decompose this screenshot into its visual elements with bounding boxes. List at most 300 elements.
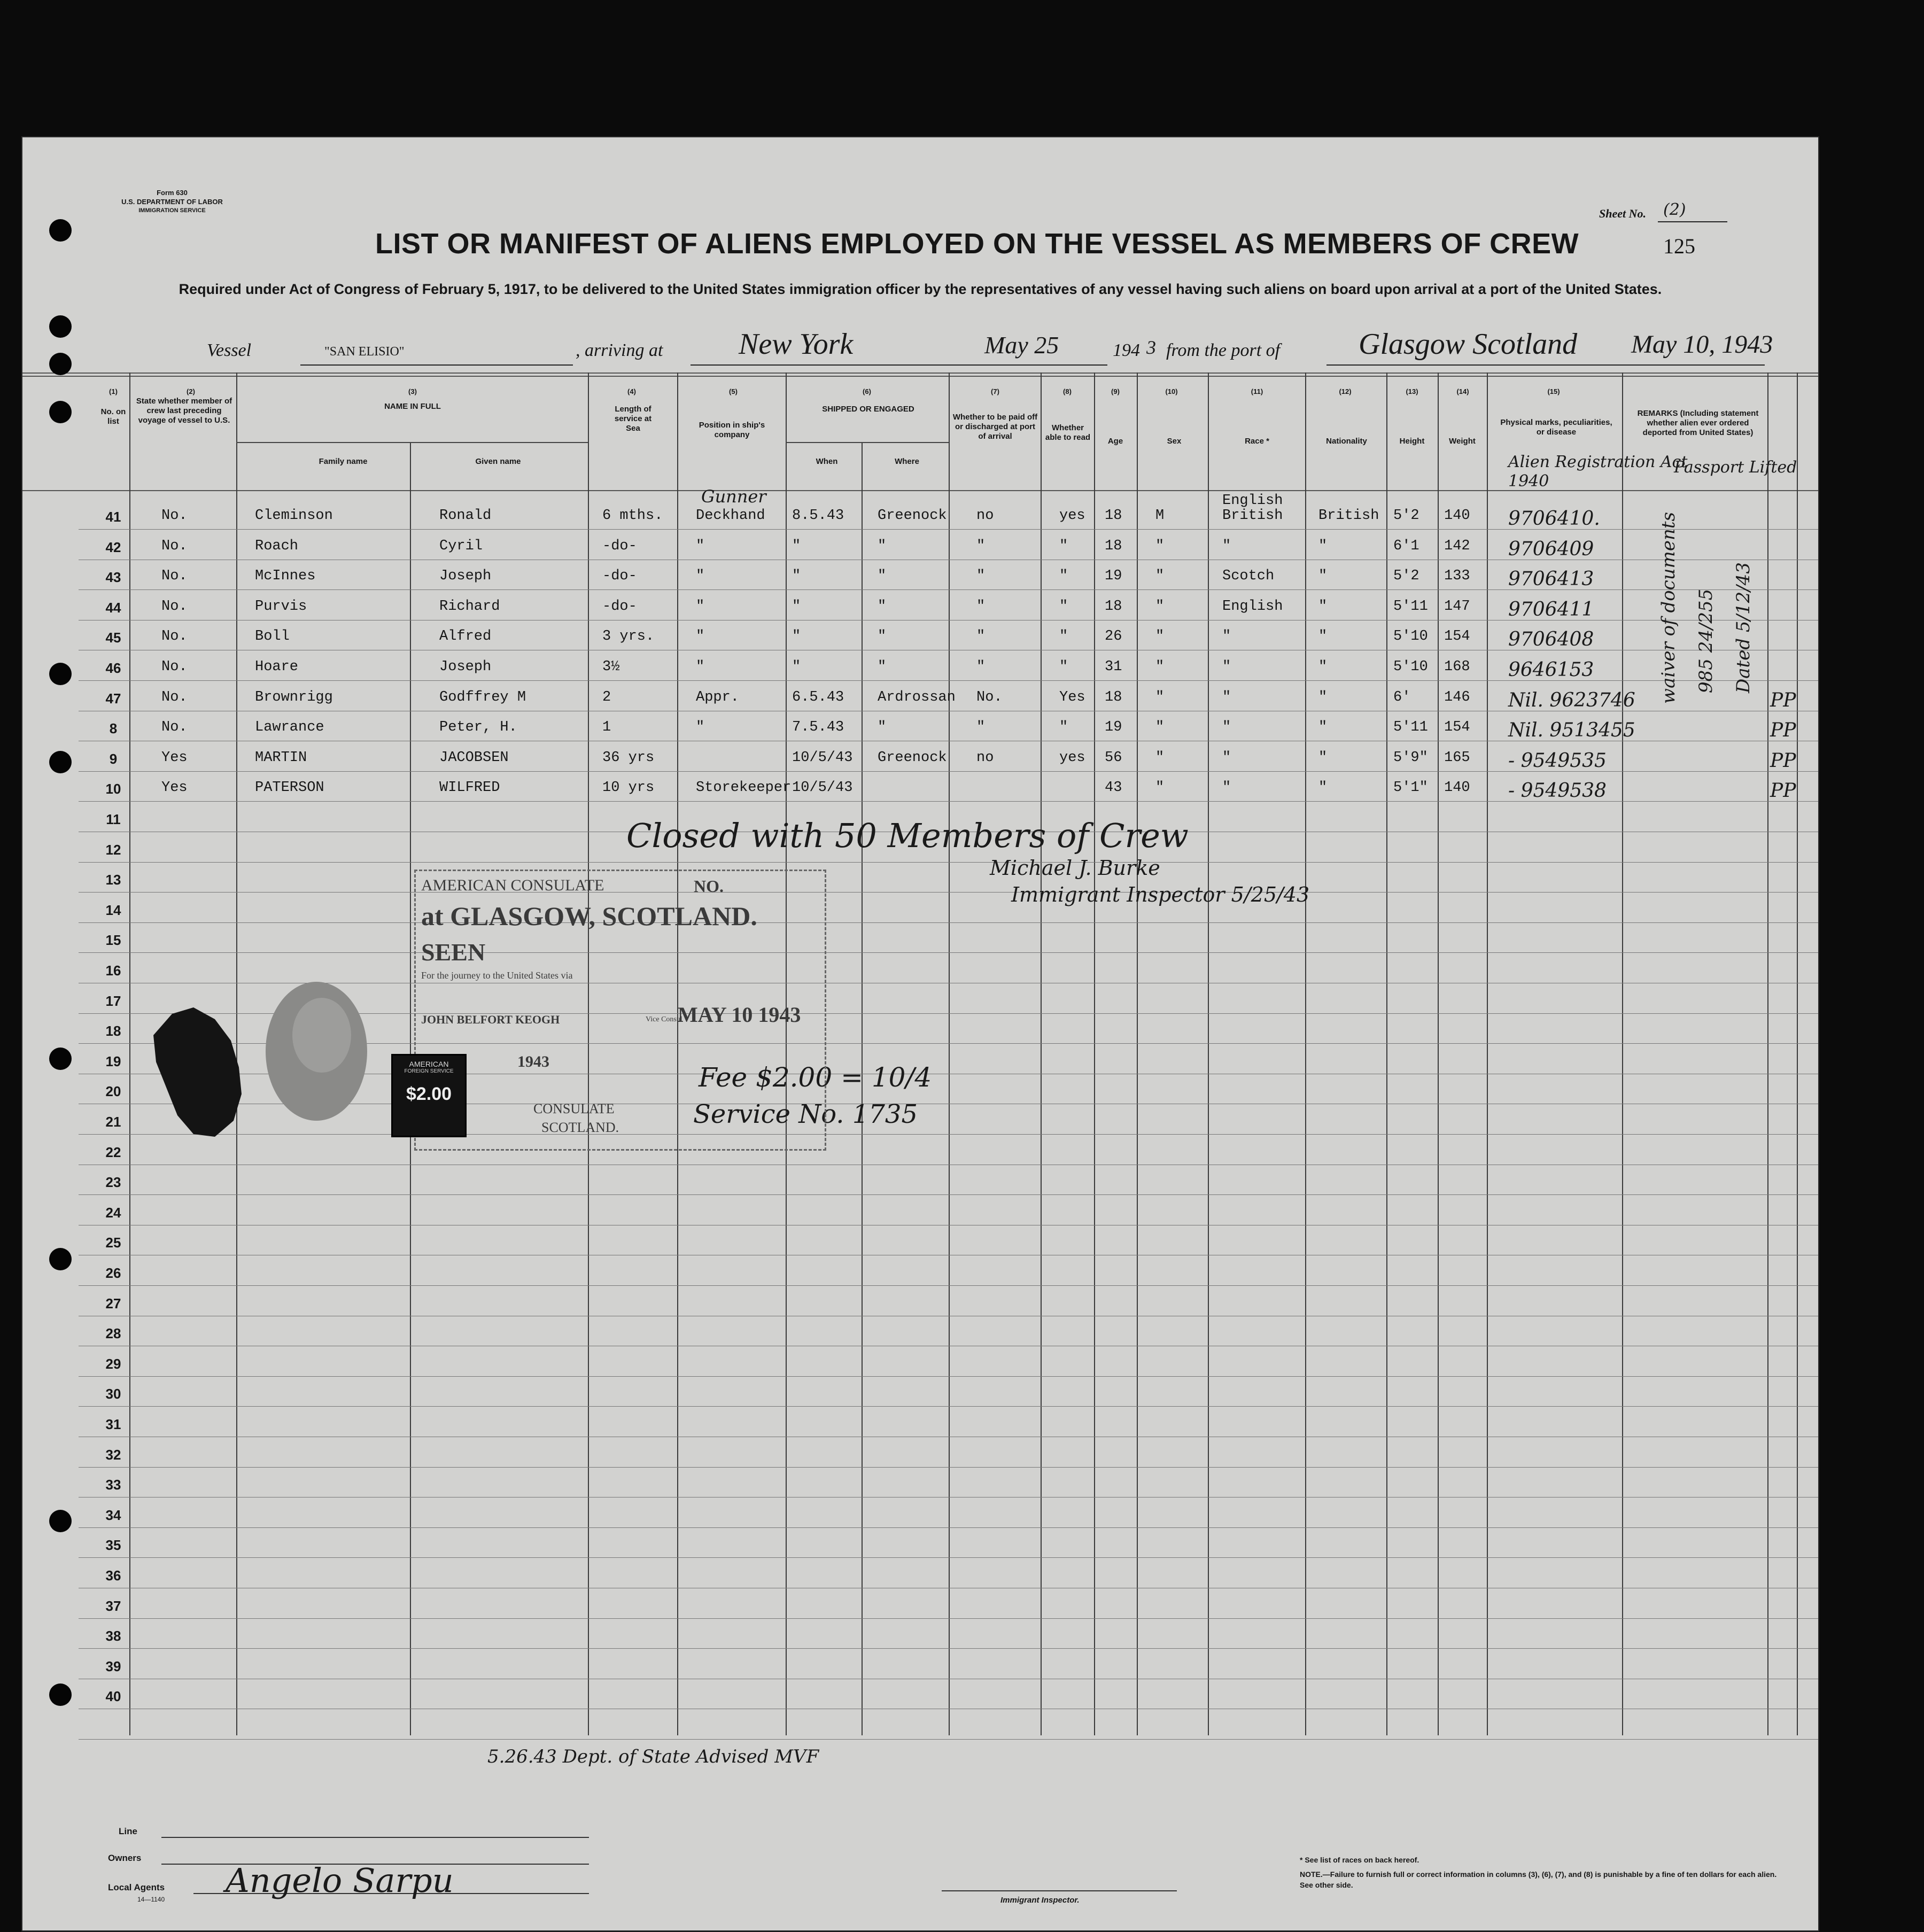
row-number: 14 xyxy=(105,902,121,918)
alien-registration-note: Alien Registration Act 1940 xyxy=(1508,453,1688,491)
crew-cell-family: McInnes xyxy=(255,568,316,585)
crew-cell-age: 26 xyxy=(1105,629,1122,645)
crew-cell-prev: No. xyxy=(161,568,188,585)
crew-cell-sex: " xyxy=(1155,538,1165,554)
row-rule xyxy=(79,1648,1818,1649)
stamp-vice-consul: Vice Consul xyxy=(646,1015,682,1023)
crew-cell-service: -do- xyxy=(602,598,637,615)
stamp-date: MAY 10 1943 xyxy=(678,1003,801,1027)
crew-cell-family: Boll xyxy=(255,629,290,645)
crew-cell-no: 46 xyxy=(105,660,121,676)
crew-cell-sex: " xyxy=(1155,598,1165,615)
crew-cell-read: yes xyxy=(1059,508,1085,524)
row-rule xyxy=(79,922,1818,923)
crew-cell-position: " xyxy=(696,629,705,645)
crew-cell-height: 5'9" xyxy=(1393,749,1428,766)
col-head-when: When xyxy=(816,457,838,466)
name-subhead-rule xyxy=(236,442,588,443)
crew-cell-sex: " xyxy=(1155,749,1165,766)
binder-hole xyxy=(49,1048,72,1070)
crew-cell-prev: No. xyxy=(161,598,188,615)
crew-cell-service: 10 yrs xyxy=(602,780,655,796)
crew-cell-paid: " xyxy=(976,568,986,585)
crew-cell-weight: 147 xyxy=(1444,598,1470,615)
crew-cell-prev: Yes xyxy=(161,780,188,796)
col-head-family: Family name xyxy=(319,457,368,466)
light-seal-image xyxy=(258,971,386,1131)
binder-hole xyxy=(49,353,72,375)
table-top-rule xyxy=(22,373,1818,374)
col-line xyxy=(1137,373,1138,1735)
crew-cell-prev: No. xyxy=(161,689,188,705)
row-number: 24 xyxy=(105,1204,121,1221)
col-head-prev-voyage: State whether member of crew last preceding voyage of vessel to U.S. xyxy=(136,397,232,425)
row-number: 15 xyxy=(105,932,121,949)
crew-cell-no: 41 xyxy=(105,509,121,525)
service-number-note: Service No. 1735 xyxy=(693,1099,918,1129)
crew-cell-no: 8 xyxy=(109,720,118,737)
crew-cell-weight: 142 xyxy=(1444,538,1470,554)
crew-cell-weight: 154 xyxy=(1444,719,1470,736)
crew-cell-reg: - 9549535 xyxy=(1508,749,1607,772)
binder-hole xyxy=(49,1683,72,1706)
crew-cell-no: 47 xyxy=(105,690,121,707)
crew-cell-sex: " xyxy=(1155,659,1165,675)
crew-cell-position: " xyxy=(696,568,705,585)
crew-cell-age: 43 xyxy=(1105,780,1122,796)
row-number: 25 xyxy=(105,1235,121,1251)
crew-cell-service: 36 yrs xyxy=(602,749,655,766)
arriving-label: , arriving at xyxy=(576,340,663,360)
fee-stamp-top: AMERICAN xyxy=(409,1060,449,1068)
col-head-service: Length of service at Sea xyxy=(614,405,652,433)
crew-cell-prev: No. xyxy=(161,629,188,645)
crew-cell-position: Storekeeper xyxy=(696,780,792,796)
crew-cell-when: 8.5.43 xyxy=(792,508,844,524)
form-number: Form 630 xyxy=(157,189,188,197)
crew-cell-no: 44 xyxy=(105,599,121,616)
col-line xyxy=(1767,373,1768,1735)
fee-stamp-value: $2.00 xyxy=(406,1084,452,1104)
crew-cell-race: " xyxy=(1222,629,1231,645)
stamp-seen: SEEN xyxy=(421,938,486,966)
stamp-line2: at GLASGOW, SCOTLAND. xyxy=(421,901,757,931)
vessel-label: Vessel xyxy=(207,340,252,360)
inspector-title: Immigrant Inspector 5/25/43 xyxy=(1011,883,1310,906)
crew-cell-given: Joseph xyxy=(439,659,492,675)
crew-cell-family: Lawrance xyxy=(255,719,324,736)
col-head-read: Whether able to read xyxy=(1045,423,1091,442)
crew-cell-paid: " xyxy=(976,598,986,615)
row-number: 11 xyxy=(106,811,121,827)
crew-cell-service: 1 xyxy=(602,719,611,736)
row-rule xyxy=(79,1739,1818,1740)
crew-cell-where: Greenock xyxy=(878,749,947,766)
row-number: 18 xyxy=(105,1023,121,1039)
row-number: 32 xyxy=(105,1446,121,1463)
crew-cell-remarks: PP xyxy=(1770,689,1796,711)
row-number: 17 xyxy=(105,992,121,1009)
col-num-14: (14) xyxy=(1456,387,1469,395)
col-line xyxy=(1386,373,1387,1735)
from-underline xyxy=(1326,364,1765,366)
fee-note: Fee $2.00 = 10/4 xyxy=(699,1062,932,1093)
crew-cell-race: " xyxy=(1222,780,1231,796)
row-rule xyxy=(79,1557,1818,1558)
row-number: 35 xyxy=(105,1537,121,1554)
crew-cell-no: 43 xyxy=(105,569,121,586)
page-number: 125 xyxy=(1663,234,1695,258)
from-port: Glasgow Scotland xyxy=(1359,328,1578,361)
col-head-given: Given name xyxy=(475,457,521,466)
row-number: 40 xyxy=(105,1688,121,1705)
crew-cell-position: " xyxy=(696,598,705,615)
stamp-scotland: SCOTLAND. xyxy=(541,1120,619,1135)
crew-cell-height: 5'10 xyxy=(1393,659,1428,675)
crew-cell-height: 5'2 xyxy=(1393,568,1419,585)
crew-cell-race: " xyxy=(1222,689,1231,705)
crew-cell-given: Richard xyxy=(439,598,500,615)
crew-cell-read: " xyxy=(1059,598,1068,615)
crew-cell-position: Deckhand xyxy=(696,508,765,524)
row-rule xyxy=(79,1376,1818,1377)
crew-cell-when: 7.5.43 xyxy=(792,719,844,736)
crew-cell-read: yes xyxy=(1059,749,1085,766)
footer-note-races: * See list of races on back hereof. xyxy=(1300,1856,1419,1864)
row-rule xyxy=(79,1497,1818,1498)
crew-cell-nationality: " xyxy=(1318,749,1328,766)
col-num-6: (6) xyxy=(863,387,871,395)
col-num-9: (9) xyxy=(1111,387,1120,395)
crew-cell-sex: " xyxy=(1155,780,1165,796)
crew-cell-service: 3 yrs. xyxy=(602,629,655,645)
crew-cell-where: " xyxy=(878,568,887,585)
row-number: 34 xyxy=(105,1507,121,1523)
row-number: 39 xyxy=(105,1658,121,1674)
col-num-15: (15) xyxy=(1547,387,1560,395)
binder-hole xyxy=(49,1248,72,1270)
col-num-13: (13) xyxy=(1406,387,1418,395)
col-head-where: Where xyxy=(895,457,919,466)
crew-cell-given: Joseph xyxy=(439,568,492,585)
crew-cell-family: Roach xyxy=(255,538,299,554)
page-title: LIST OR MANIFEST OF ALIENS EMPLOYED ON THE VESSEL AS MEMBERS OF CREW xyxy=(375,228,1579,260)
footer-line-rule xyxy=(161,1837,589,1838)
crew-cell-paid: no xyxy=(976,749,994,766)
year-suffix: 3 xyxy=(1146,337,1156,358)
row-rule xyxy=(79,1194,1818,1195)
crew-cell-race: " xyxy=(1222,538,1231,554)
crew-cell-age: 31 xyxy=(1105,659,1122,675)
crew-cell-race: British xyxy=(1222,508,1283,524)
crew-cell-reg: 9706408 xyxy=(1508,629,1594,651)
crew-cell-remarks: PP xyxy=(1770,719,1796,742)
crew-cell-where: " xyxy=(878,629,887,645)
row-rule xyxy=(79,892,1818,893)
crew-cell-prev: No. xyxy=(161,538,188,554)
col-head-age: Age xyxy=(1107,437,1123,446)
service-name: IMMIGRATION SERVICE xyxy=(138,207,206,214)
row-number: 21 xyxy=(105,1114,121,1130)
col-head-no: No. on list xyxy=(100,407,126,426)
col-line xyxy=(1438,373,1439,1735)
row-number: 27 xyxy=(105,1295,121,1312)
crew-cell-reg: - 9549538 xyxy=(1508,780,1607,802)
col-line xyxy=(1622,373,1623,1735)
page-subtitle: Required under Act of Congress of February 5, 1917, to be delivered to the United States immigration officer by the representatives of any vessel having such aliens on board upon arrival at a port of the United States. xyxy=(179,281,1662,297)
crew-cell-remarks: PP xyxy=(1770,780,1796,802)
footer-note-fine: NOTE.—Failure to furnish full or correct information in columns (3), (6), (7), and (8) is punishable by a fine of ten dollars for each alien. See other side. xyxy=(1300,1870,1777,1889)
col-head-paid-off: Whether to be paid off or discharged at port of arrival xyxy=(952,413,1038,441)
arrival-date: May 25 xyxy=(984,331,1059,359)
col-head-weight: Weight xyxy=(1449,437,1476,446)
stamp-consulate: CONSULATE xyxy=(533,1101,615,1116)
crew-cell-where: Ardrossan xyxy=(878,689,956,705)
crew-cell-age: 19 xyxy=(1105,568,1122,585)
binder-hole xyxy=(49,401,72,423)
binder-hole xyxy=(49,219,72,242)
sheet-number-underline xyxy=(1658,221,1727,222)
crew-cell-service: -do- xyxy=(602,538,637,554)
col-head-nationality: Nationality xyxy=(1326,437,1367,446)
stamp-no-label: NO. xyxy=(694,876,724,896)
crew-cell-when: " xyxy=(792,598,801,615)
crew-cell-where: Greenock xyxy=(878,508,947,524)
crew-cell-family: Hoare xyxy=(255,659,299,675)
crew-cell-paid: no xyxy=(976,508,994,524)
crew-cell-race: " xyxy=(1222,659,1231,675)
crew-cell-family: Purvis xyxy=(255,598,307,615)
footer-line-label: Line xyxy=(119,1826,137,1836)
crew-cell-given: WILFRED xyxy=(439,780,500,796)
col-line xyxy=(949,373,950,1735)
crew-cell-race: " xyxy=(1222,719,1231,736)
agent-signature: Angelo Sarpu xyxy=(226,1861,454,1900)
form-header xyxy=(76,188,268,215)
row-number: 20 xyxy=(105,1083,121,1100)
row-rule xyxy=(79,1134,1818,1135)
sheet-number-label: Sheet No. xyxy=(1599,207,1646,220)
col-line xyxy=(1487,373,1488,1735)
crew-cell-age: 18 xyxy=(1105,508,1122,524)
crew-cell-prev: No. xyxy=(161,719,188,736)
crew-cell-height: 6' xyxy=(1393,689,1411,705)
crew-cell-nationality: " xyxy=(1318,629,1328,645)
crew-cell-height: 5'11 xyxy=(1393,719,1428,736)
col-line xyxy=(1041,373,1042,1735)
crew-cell-when: 10/5/43 xyxy=(792,749,853,766)
crew-cell-reg: 9706411 xyxy=(1508,598,1594,620)
crew-cell-age: 18 xyxy=(1105,689,1122,705)
waiver-note: waiver of documents xyxy=(1658,511,1679,704)
row-number: 16 xyxy=(105,963,121,979)
stamp-officer: JOHN BELFORT KEOGH xyxy=(421,1013,560,1026)
departure-date: May 10, 1943 xyxy=(1631,330,1773,359)
row-rule xyxy=(79,1618,1818,1619)
crew-cell-given: Godffrey M xyxy=(439,689,526,705)
crew-cell-nationality: British xyxy=(1318,508,1379,524)
col-num-10: (10) xyxy=(1165,387,1178,395)
crew-cell-prev: Yes xyxy=(161,749,188,766)
inspector-rule xyxy=(942,1890,1177,1891)
row-number: 31 xyxy=(105,1416,121,1432)
arriving-port: New York xyxy=(739,328,854,361)
crew-cell-reg: 9646153 xyxy=(1508,659,1594,681)
crew-cell-nationality: " xyxy=(1318,659,1328,675)
row-number: 13 xyxy=(105,872,121,888)
col-num-12: (12) xyxy=(1339,387,1352,395)
row-number: 33 xyxy=(105,1477,121,1493)
crew-cell-position: " xyxy=(696,719,705,736)
fee-revenue-stamp xyxy=(391,1054,467,1137)
crew-cell-read: " xyxy=(1059,568,1068,585)
year-prefix: 194 xyxy=(1113,340,1140,360)
crew-cell-when: 10/5/43 xyxy=(792,780,853,796)
crew-cell-read: " xyxy=(1059,538,1068,554)
crew-cell-when: " xyxy=(792,659,801,675)
col-num-3: (3) xyxy=(408,387,417,395)
crew-cell-race: " xyxy=(1222,749,1231,766)
crew-cell-where: " xyxy=(878,538,887,554)
crew-cell-age: 18 xyxy=(1105,538,1122,554)
crew-cell-reg: Nil. 9623746 xyxy=(1508,689,1635,711)
consulate-stamp xyxy=(414,870,826,1151)
col-num-8: (8) xyxy=(1063,387,1072,395)
crew-cell-family: Brownrigg xyxy=(255,689,333,705)
crew-cell-paid: " xyxy=(976,538,986,554)
vessel-name: "SAN ELISIO" xyxy=(324,345,405,359)
position-note: Gunner xyxy=(701,486,766,507)
crew-cell-given: Cyril xyxy=(439,538,483,554)
crew-cell-given: Ronald xyxy=(439,508,492,524)
department-name: U.S. DEPARTMENT OF LABOR xyxy=(121,198,223,206)
crew-cell-position: " xyxy=(696,538,705,554)
col-head-shipped: SHIPPED OR ENGAGED xyxy=(822,405,914,414)
sheet-number-value: (2) xyxy=(1663,200,1686,219)
crew-cell-height: 5'1" xyxy=(1393,780,1428,796)
table-top-rule-2 xyxy=(22,376,1818,377)
closed-note: Closed with 50 Members of Crew xyxy=(626,816,1189,855)
col-head-name: NAME IN FULL xyxy=(384,402,441,411)
crew-cell-height: 6'1 xyxy=(1393,538,1419,554)
crew-cell-age: 56 xyxy=(1105,749,1122,766)
crew-cell-height: 5'10 xyxy=(1393,629,1428,645)
crew-cell-read: " xyxy=(1059,719,1068,736)
crew-cell-sex: M xyxy=(1155,508,1165,524)
crew-cell-no: 10 xyxy=(105,781,121,797)
crew-cell-when: " xyxy=(792,629,801,645)
col-num-4: (4) xyxy=(627,387,636,395)
crew-cell-remarks: PP xyxy=(1770,749,1796,772)
inspector-signature: Michael J. Burke xyxy=(990,856,1160,880)
row-rule xyxy=(79,1285,1818,1286)
crew-cell-service: -do- xyxy=(602,568,637,585)
row-number: 22 xyxy=(105,1144,121,1160)
col-line xyxy=(1208,373,1209,1735)
col-num-5: (5) xyxy=(729,387,738,395)
crew-cell-paid: " xyxy=(976,719,986,736)
crew-cell-family: MARTIN xyxy=(255,749,307,766)
crew-cell-family: Cleminson xyxy=(255,508,333,524)
crew-cell-weight: 133 xyxy=(1444,568,1470,585)
row-number: 26 xyxy=(105,1265,121,1281)
crew-cell-weight: 168 xyxy=(1444,659,1470,675)
row-number: 12 xyxy=(105,841,121,858)
crew-cell-no: 9 xyxy=(109,750,118,767)
crew-cell-nationality: " xyxy=(1318,568,1328,585)
crew-cell-nationality: " xyxy=(1318,538,1328,554)
crew-cell-given: JACOBSEN xyxy=(439,749,509,766)
manifest-sheet xyxy=(21,136,1819,1931)
row-rule xyxy=(79,862,1818,863)
waiver-date: Dated 5/12/43 xyxy=(1733,562,1754,693)
crew-cell-prev: No. xyxy=(161,659,188,675)
col-line xyxy=(1094,373,1095,1735)
arriving-underline xyxy=(691,364,1107,366)
crew-cell-height: 5'11 xyxy=(1393,598,1428,615)
crew-cell-nationality: " xyxy=(1318,598,1328,615)
crew-cell-position: Appr. xyxy=(696,689,740,705)
crew-cell-sex: " xyxy=(1155,719,1165,736)
vessel-underline xyxy=(300,364,573,366)
crew-cell-when: 6.5.43 xyxy=(792,689,844,705)
stamp-year: 1943 xyxy=(517,1053,549,1070)
col-head-remarks: REMARKS (Including statement whether alien ever ordered deported from United States) xyxy=(1637,409,1759,437)
crew-cell-height: 5'2 xyxy=(1393,508,1419,524)
crew-cell-where: " xyxy=(878,659,887,675)
row-number: 36 xyxy=(105,1568,121,1584)
footer-owners-label: Owners xyxy=(108,1853,142,1863)
row-number: 19 xyxy=(105,1053,121,1069)
row-rule xyxy=(79,1527,1818,1528)
crew-cell-given: Alfred xyxy=(439,629,492,645)
binder-hole xyxy=(49,315,72,338)
from-port-label: from the port of xyxy=(1166,340,1281,360)
stamp-journey: For the journey to the United States via xyxy=(421,970,573,981)
crew-cell-weight: 140 xyxy=(1444,780,1470,796)
stamp-line1: AMERICAN CONSULATE xyxy=(421,876,604,894)
crew-cell-nationality: " xyxy=(1318,689,1328,705)
race-note: English xyxy=(1222,493,1283,509)
footer-inspector-label: Immigrant Inspector. xyxy=(1000,1896,1080,1905)
crew-cell-nationality: " xyxy=(1318,719,1328,736)
row-number: 30 xyxy=(105,1386,121,1402)
crew-cell-weight: 146 xyxy=(1444,689,1470,705)
bottom-note: 5.26.43 Dept. of State Advised MVF xyxy=(487,1746,819,1767)
row-number: 37 xyxy=(105,1597,121,1614)
row-number: 28 xyxy=(105,1325,121,1342)
binder-hole xyxy=(49,1510,72,1532)
binder-hole xyxy=(49,663,72,685)
crew-cell-when: " xyxy=(792,568,801,585)
footer-agents-code: 14—1140 xyxy=(137,1896,165,1903)
crew-cell-paid: " xyxy=(976,629,986,645)
crew-cell-paid: " xyxy=(976,659,986,675)
crew-cell-weight: 165 xyxy=(1444,749,1470,766)
crew-cell-no: 45 xyxy=(105,630,121,646)
crew-cell-age: 18 xyxy=(1105,598,1122,615)
shipped-subhead-rule xyxy=(786,442,949,443)
col-head-sex: Sex xyxy=(1167,437,1182,446)
crew-cell-nationality: " xyxy=(1318,780,1328,796)
crew-cell-paid: No. xyxy=(976,689,1003,705)
crew-cell-prev: No. xyxy=(161,508,188,524)
row-number: 23 xyxy=(105,1174,121,1191)
crew-cell-service: 3½ xyxy=(602,659,620,675)
crew-cell-weight: 140 xyxy=(1444,508,1470,524)
crew-cell-service: 6 mths. xyxy=(602,508,663,524)
crew-cell-race: Scotch xyxy=(1222,568,1275,585)
